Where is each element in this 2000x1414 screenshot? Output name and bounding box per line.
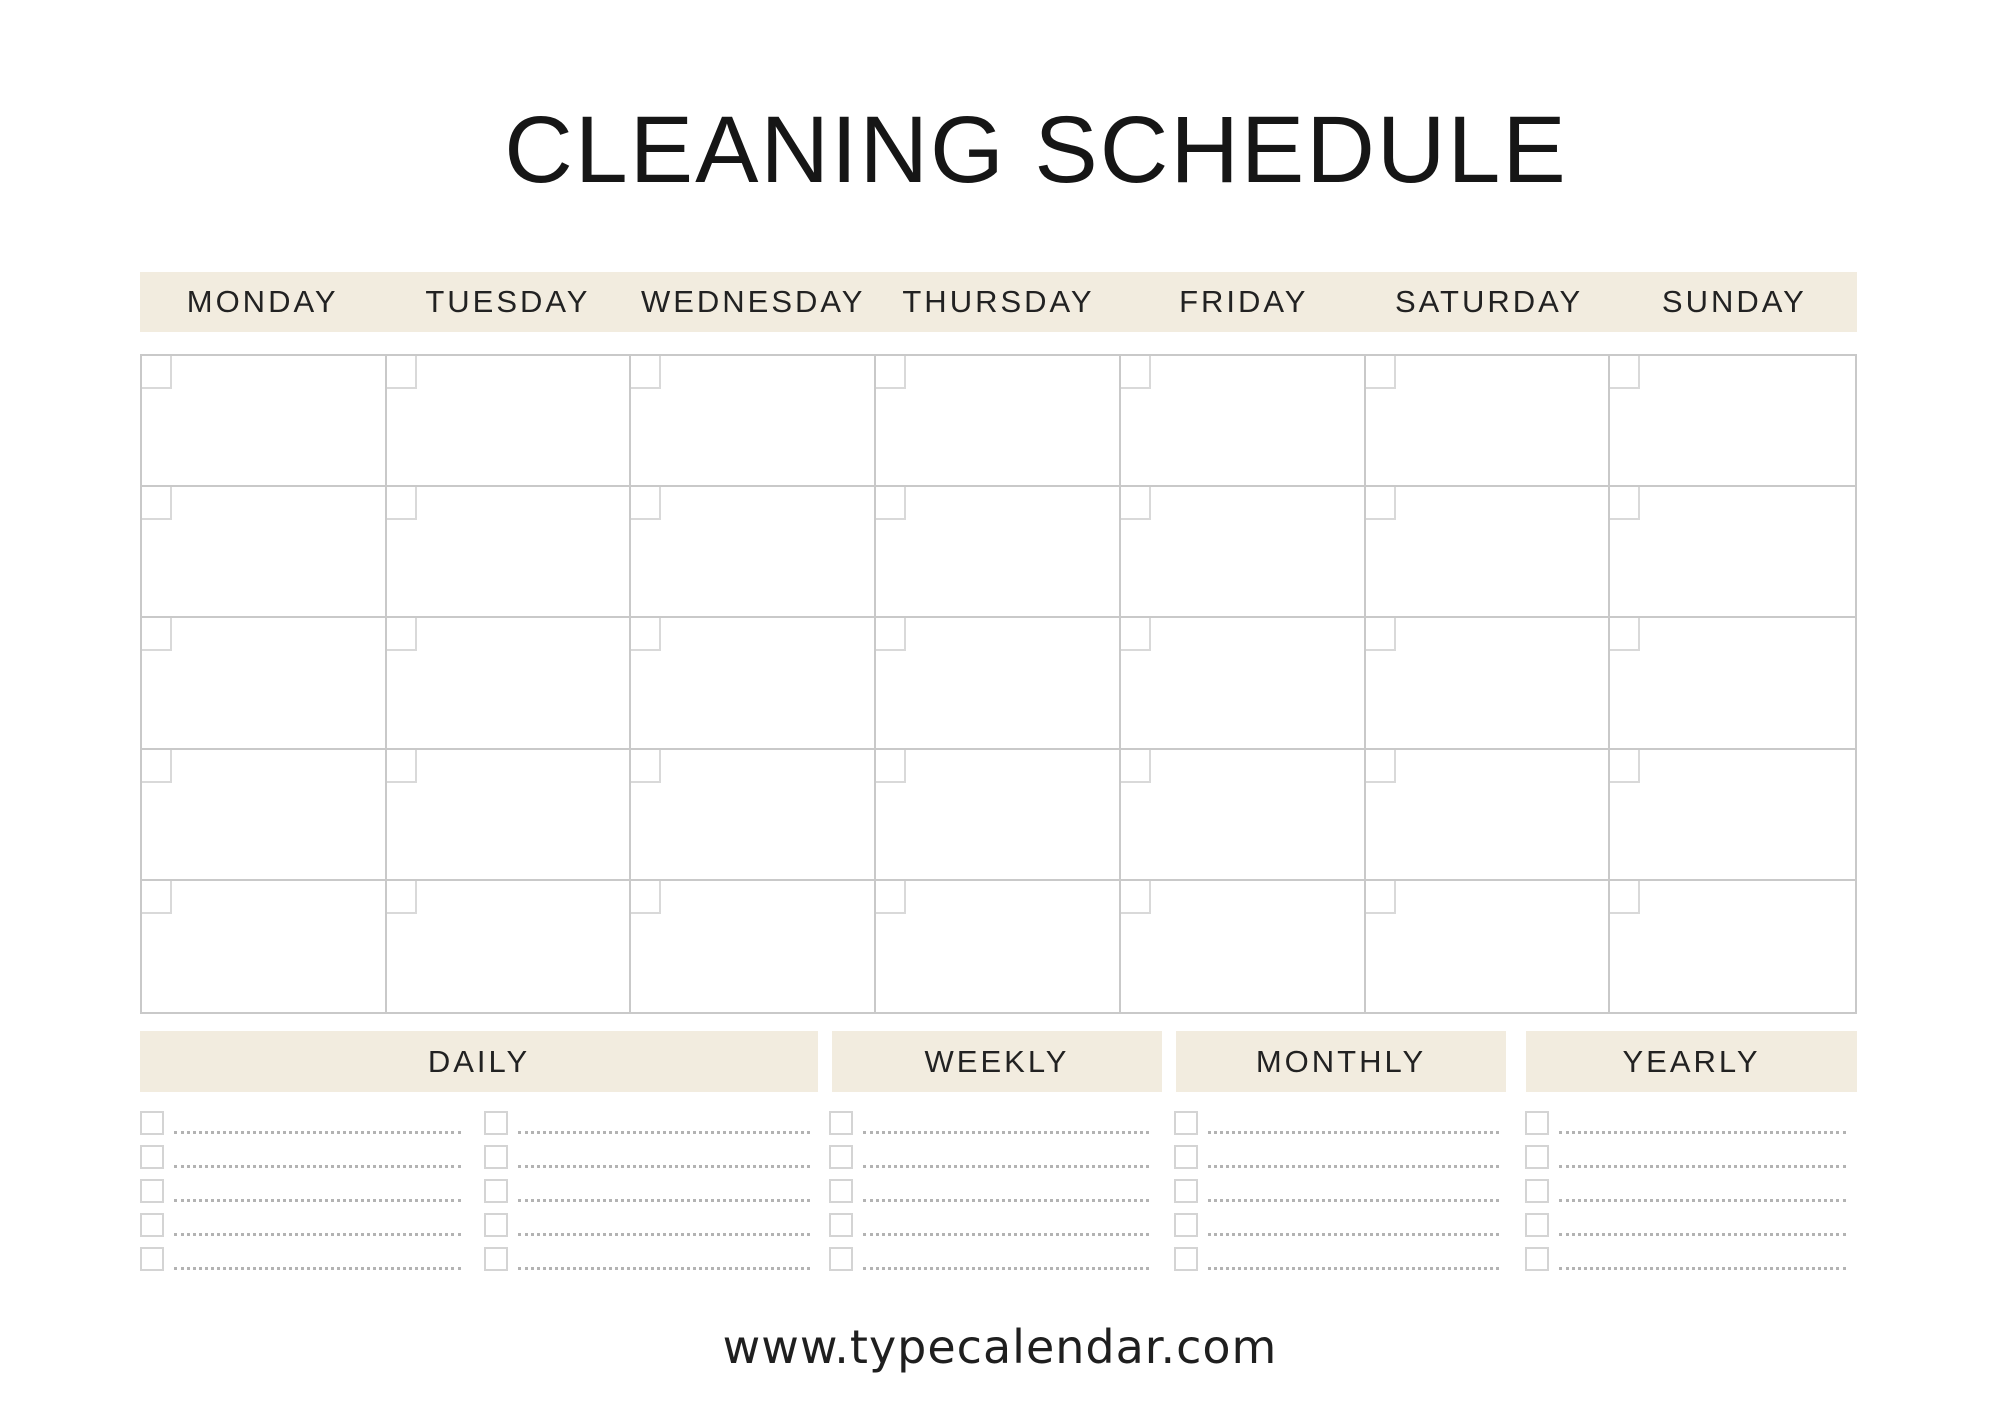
day-checkbox[interactable] [1610,618,1640,651]
day-checkbox[interactable] [631,356,661,389]
day-checkbox[interactable] [876,618,906,651]
checklist-row [1174,1101,1504,1135]
checklist-row [829,1237,1154,1271]
day-checkbox[interactable] [876,881,906,914]
checklist-row [1525,1101,1851,1135]
calendar-cell[interactable] [1610,881,1855,1012]
calendar-cell[interactable] [631,356,876,487]
write-in-line[interactable] [174,1131,461,1134]
day-checkbox[interactable] [142,750,172,783]
checklist-row [1525,1169,1851,1203]
write-in-line[interactable] [518,1233,810,1236]
day-checkbox[interactable] [1121,356,1151,389]
calendar-cell[interactable] [1366,356,1611,487]
calendar-cell[interactable] [631,750,876,881]
task-checkbox[interactable] [1525,1111,1549,1135]
task-checkbox[interactable] [1174,1145,1198,1169]
task-checkbox[interactable] [1525,1145,1549,1169]
write-in-line[interactable] [518,1199,810,1202]
calendar-cell[interactable] [1610,487,1855,618]
calendar-cell[interactable] [631,881,876,1012]
calendar-cell[interactable] [1366,618,1611,749]
task-checkbox[interactable] [140,1213,164,1237]
checklist-row [1174,1135,1504,1169]
checklist-row [140,1169,466,1203]
section-label-monthly: MONTHLY [1255,1043,1427,1079]
checklist-column-monthly [1174,1101,1504,1271]
checklist-row [1174,1203,1504,1237]
write-in-line[interactable] [1208,1199,1499,1202]
task-checkbox[interactable] [140,1179,164,1203]
calendar-cell[interactable] [1121,487,1366,618]
day-checkbox[interactable] [1610,487,1640,520]
weekday-label-wednesday: WEDNESDAY [640,284,866,319]
weekday-label-friday: FRIDAY [1179,284,1309,319]
section-label-weekly: WEEKLY [924,1043,1070,1079]
day-checkbox[interactable] [1366,750,1396,783]
task-checkbox[interactable] [140,1145,164,1169]
weekday-label-monday: MONDAY [186,284,339,319]
section-label-yearly: YEARLY [1622,1043,1761,1079]
calendar-cell[interactable] [876,881,1121,1012]
task-checkbox[interactable] [484,1179,508,1203]
day-checkbox[interactable] [387,750,417,783]
day-checkbox[interactable] [631,750,661,783]
day-checkbox[interactable] [1610,750,1640,783]
task-checkbox[interactable] [484,1111,508,1135]
day-checkbox[interactable] [142,356,172,389]
calendar-cell[interactable] [142,881,387,1012]
checklist-row [1525,1203,1851,1237]
weekday-label-tuesday: TUESDAY [425,284,591,319]
write-in-line[interactable] [1559,1233,1846,1236]
site-url: www.typecalendar.com [722,1320,1278,1374]
write-in-line[interactable] [1208,1233,1499,1236]
checklist-row [484,1237,815,1271]
task-checkbox[interactable] [140,1247,164,1271]
day-checkbox[interactable] [631,487,661,520]
write-in-line[interactable] [1559,1165,1846,1168]
calendar-cell[interactable] [1121,881,1366,1012]
write-in-line[interactable] [1559,1131,1846,1134]
day-checkbox[interactable] [142,881,172,914]
day-checkbox[interactable] [1610,356,1640,389]
day-checkbox[interactable] [1121,487,1151,520]
checklist-row [1174,1169,1504,1203]
calendar-cell[interactable] [142,356,387,487]
task-checkbox[interactable] [484,1247,508,1271]
calendar-cell[interactable] [387,487,632,618]
write-in-line[interactable] [863,1267,1149,1270]
checklist-row [484,1203,815,1237]
day-checkbox[interactable] [631,618,661,651]
task-checkbox[interactable] [1525,1179,1549,1203]
write-in-line[interactable] [863,1233,1149,1236]
task-checkbox[interactable] [1174,1179,1198,1203]
section-band-monthly [1176,1031,1506,1092]
task-checkbox[interactable] [829,1213,853,1237]
checklist-row [1174,1237,1504,1271]
write-in-line[interactable] [174,1165,461,1168]
day-checkbox[interactable] [1121,618,1151,651]
task-checkbox[interactable] [829,1145,853,1169]
task-checkbox[interactable] [1525,1247,1549,1271]
day-checkbox[interactable] [1366,618,1396,651]
weekday-label-thursday: THURSDAY [902,284,1095,319]
section-band-weekly [832,1031,1162,1092]
calendar-cell[interactable] [876,618,1121,749]
checklist-row [1525,1237,1851,1271]
task-checkbox[interactable] [484,1213,508,1237]
task-checkbox[interactable] [1174,1213,1198,1237]
day-checkbox[interactable] [631,881,661,914]
task-checkbox[interactable] [829,1179,853,1203]
write-in-line[interactable] [518,1165,810,1168]
checklist-column-daily-1 [140,1101,466,1271]
calendar-cell[interactable] [1366,487,1611,618]
checklist-row [140,1237,466,1271]
write-in-line[interactable] [863,1199,1149,1202]
write-in-line[interactable] [1208,1131,1499,1134]
calendar-cell[interactable] [387,618,632,749]
day-checkbox[interactable] [876,356,906,389]
write-in-line[interactable] [1208,1165,1499,1168]
checklist-row [829,1101,1154,1135]
write-in-line[interactable] [174,1233,461,1236]
calendar-cell[interactable] [876,487,1121,618]
calendar-cell[interactable] [1121,356,1366,487]
task-checkbox[interactable] [1525,1213,1549,1237]
task-checkbox[interactable] [1174,1111,1198,1135]
calendar-grid [140,354,1857,1014]
day-checkbox[interactable] [1366,487,1396,520]
write-in-line[interactable] [518,1267,810,1270]
calendar-cell[interactable] [142,750,387,881]
write-in-line[interactable] [174,1267,461,1270]
weekday-header [140,272,1857,332]
calendar-cell[interactable] [1610,356,1855,487]
checklist-row [1525,1135,1851,1169]
calendar-cell[interactable] [387,356,632,487]
task-checkbox[interactable] [484,1145,508,1169]
checklist-column-weekly [829,1101,1154,1271]
checklist-row [484,1169,815,1203]
write-in-line[interactable] [518,1131,810,1134]
calendar-cell[interactable] [387,881,632,1012]
write-in-line[interactable] [863,1131,1149,1134]
calendar-cell[interactable] [1121,750,1366,881]
day-checkbox[interactable] [142,618,172,651]
weekday-label-sunday: SUNDAY [1661,284,1807,319]
task-checkbox[interactable] [829,1111,853,1135]
task-checkbox[interactable] [1174,1247,1198,1271]
calendar-cell[interactable] [142,618,387,749]
page-title: CLEANING SCHEDULE [504,97,1568,203]
write-in-line[interactable] [1208,1267,1499,1270]
checklist-column-yearly [1525,1101,1851,1271]
section-label-daily: DAILY [427,1043,531,1079]
write-in-line[interactable] [863,1165,1149,1168]
calendar-cell[interactable] [631,618,876,749]
day-checkbox[interactable] [1121,881,1151,914]
calendar-cell[interactable] [876,356,1121,487]
section-band-yearly [1526,1031,1857,1092]
day-checkbox[interactable] [1121,750,1151,783]
day-checkbox[interactable] [387,618,417,651]
calendar-cell[interactable] [1610,750,1855,881]
calendar-cell[interactable] [1366,750,1611,881]
calendar-cell[interactable] [142,487,387,618]
day-checkbox[interactable] [876,750,906,783]
day-checkbox[interactable] [1366,356,1396,389]
weekday-label-saturday: SATURDAY [1394,284,1584,319]
day-checkbox[interactable] [876,487,906,520]
calendar-cell[interactable] [631,487,876,618]
calendar-cell[interactable] [1121,618,1366,749]
checklist-row [140,1203,466,1237]
day-checkbox[interactable] [1366,881,1396,914]
checklist-row [484,1135,815,1169]
day-checkbox[interactable] [387,881,417,914]
calendar-cell[interactable] [876,750,1121,881]
checklist-row [829,1169,1154,1203]
day-checkbox[interactable] [387,487,417,520]
calendar-cell[interactable] [1366,881,1611,1012]
section-band-daily [140,1031,818,1092]
task-checkbox[interactable] [140,1111,164,1135]
checklist-row [829,1135,1154,1169]
calendar-cell[interactable] [387,750,632,881]
write-in-line[interactable] [1559,1199,1846,1202]
checklist-row [140,1135,466,1169]
calendar-cell[interactable] [1610,618,1855,749]
checklist-row [484,1101,815,1135]
day-checkbox[interactable] [142,487,172,520]
task-checkbox[interactable] [829,1247,853,1271]
checklist-column-daily-2 [484,1101,815,1271]
checklist-row [829,1203,1154,1237]
day-checkbox[interactable] [1610,881,1640,914]
write-in-line[interactable] [1559,1267,1846,1270]
checklist-row [140,1101,466,1135]
write-in-line[interactable] [174,1199,461,1202]
day-checkbox[interactable] [387,356,417,389]
